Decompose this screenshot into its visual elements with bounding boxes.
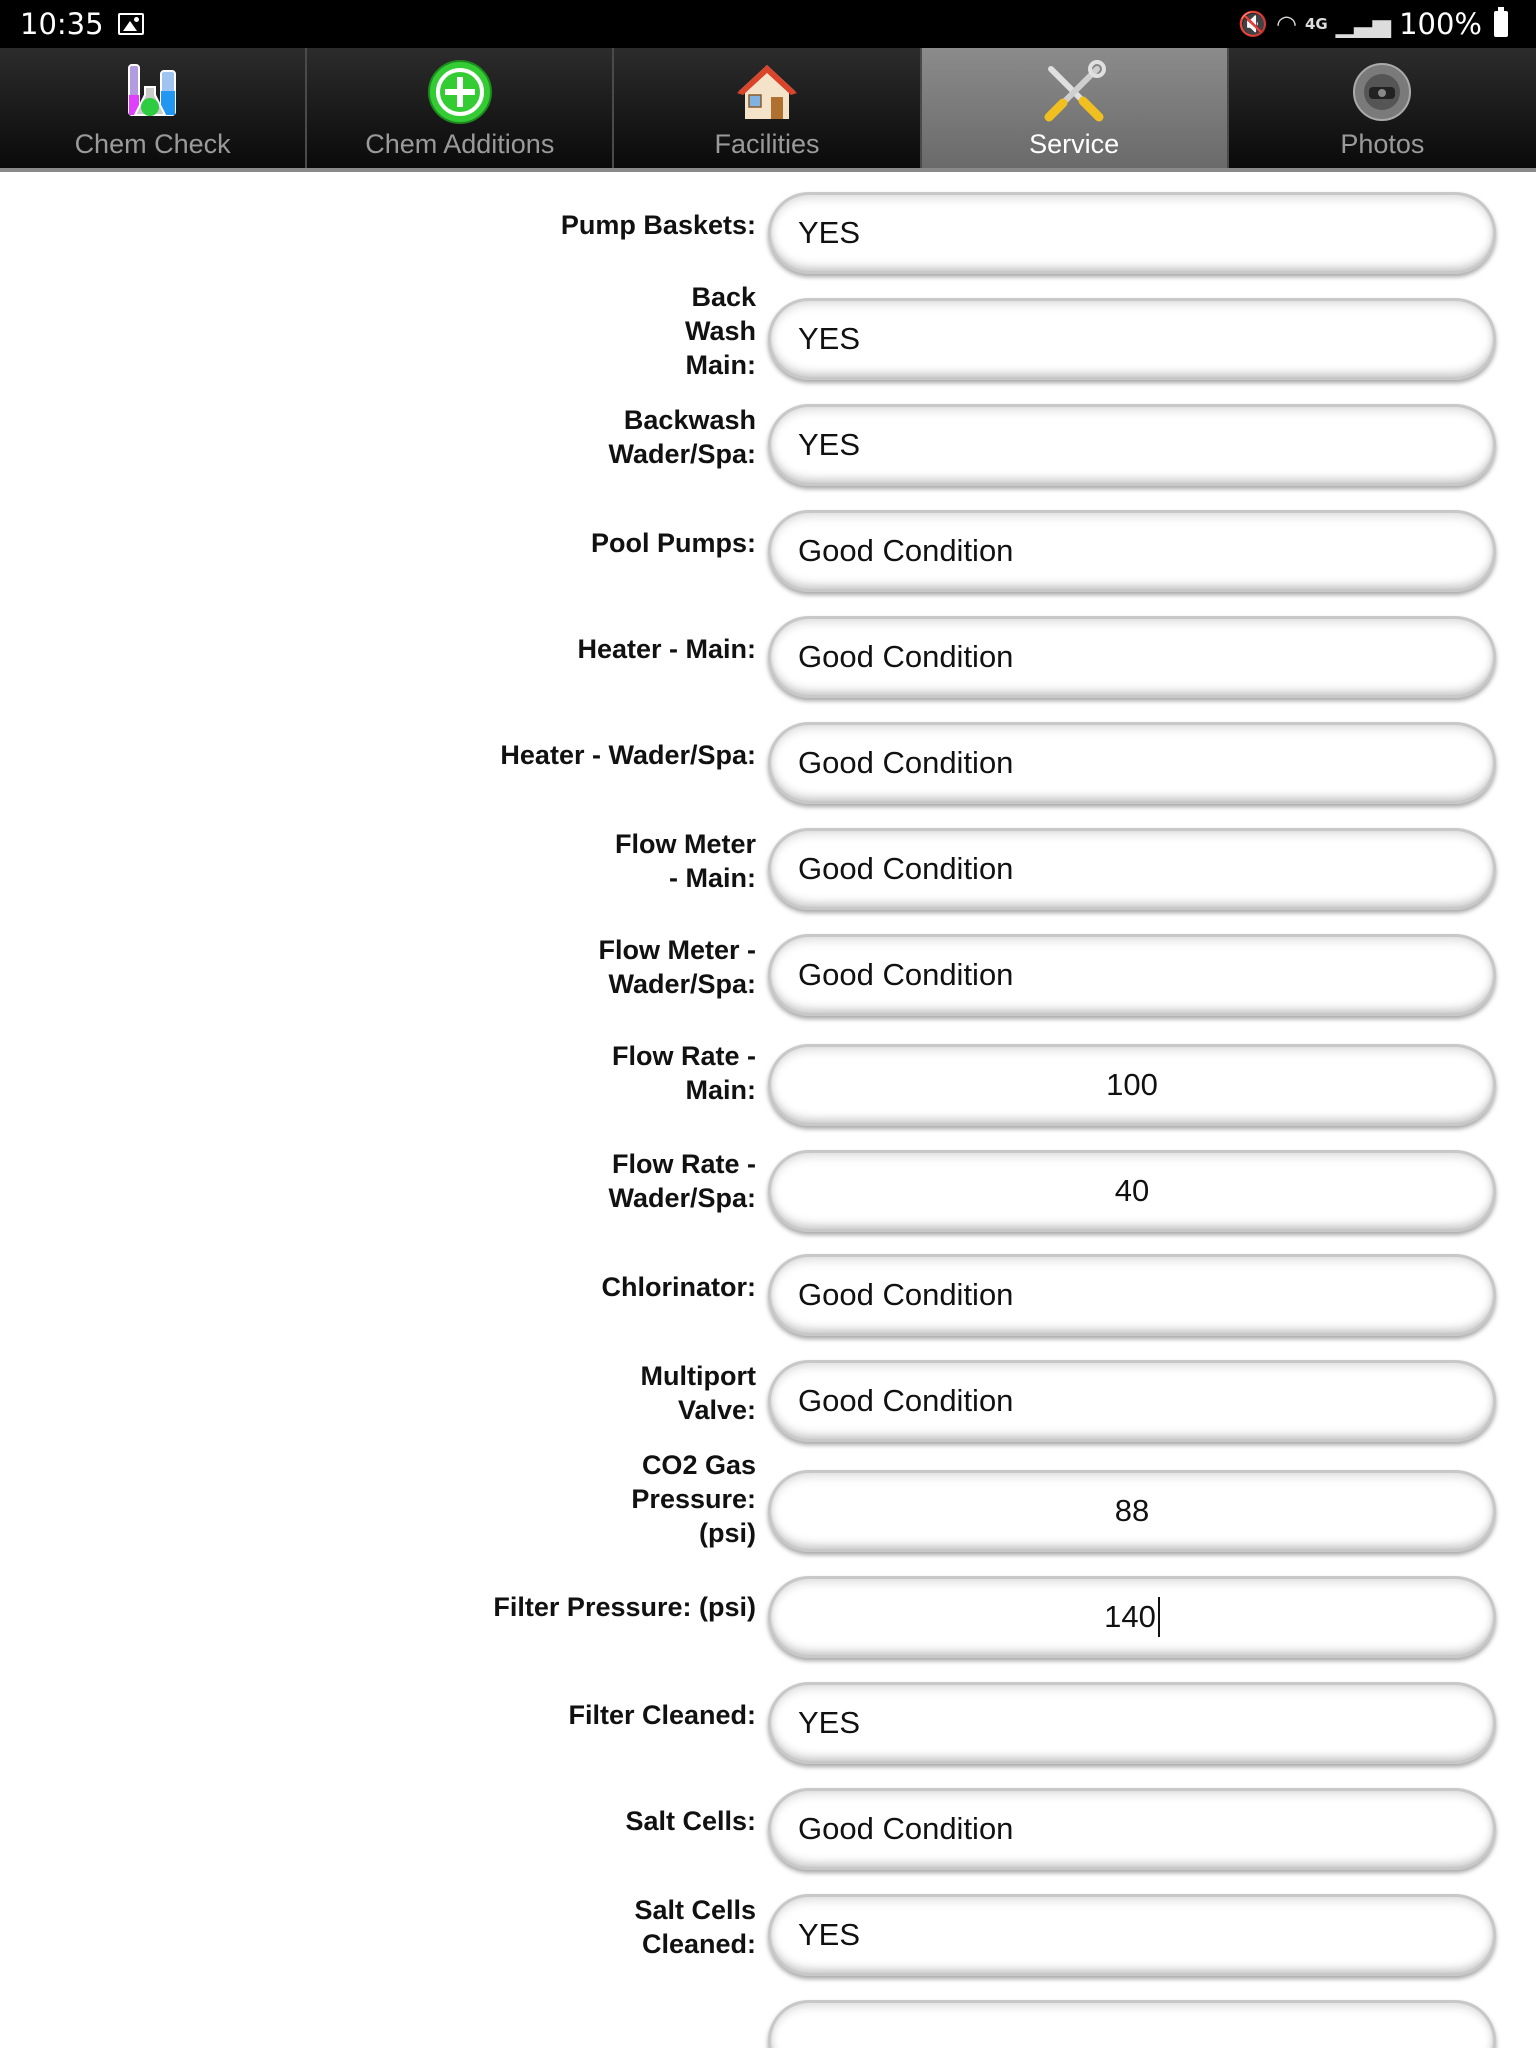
tab-photos[interactable] <box>1229 48 1536 168</box>
flow-meter-wader-spa-select[interactable]: Good Condition <box>768 934 1496 1016</box>
tab-service[interactable] <box>922 48 1229 168</box>
tab-label: Service <box>1029 129 1120 159</box>
form-row-filter-cleaned <box>0 1662 1536 1768</box>
tab-chem-additions[interactable] <box>307 48 614 168</box>
form-row-flow-rate-main <box>0 1020 1536 1126</box>
tab-chem-check[interactable] <box>0 48 307 168</box>
plus-circle-icon <box>425 59 495 125</box>
mute-icon: 🔇 <box>1238 10 1268 38</box>
field-label: Back Wash Main: <box>684 282 756 380</box>
salt-cells-select[interactable]: Good Condition <box>768 1788 1496 1870</box>
lab-flasks-icon <box>118 59 188 125</box>
flow-meter-main-select[interactable]: Good Condition <box>768 828 1496 910</box>
tab-label: Facilities <box>714 129 820 159</box>
form-row-pool-pumps <box>0 490 1536 596</box>
form-row-flow-meter-wader-spa <box>0 914 1536 1020</box>
house-icon <box>732 59 802 125</box>
chlorinator-select[interactable]: Good Condition <box>768 1254 1496 1336</box>
form-row-next <box>0 1980 1536 2048</box>
camera-lens-icon <box>1347 59 1417 125</box>
field-label: Multiport Valve: <box>640 1361 756 1425</box>
tab-facilities[interactable] <box>614 48 921 168</box>
field-label <box>236 1980 756 2048</box>
battery-percent: 100% <box>1399 7 1482 41</box>
form-row-chlorinator <box>0 1234 1536 1340</box>
flow-rate-wader-spa-input[interactable]: 40 <box>768 1150 1496 1232</box>
wifi-icon: ◠ <box>1276 10 1297 38</box>
form-row-salt-cells-cleaned <box>0 1874 1536 1980</box>
battery-icon <box>1494 11 1508 37</box>
backwash-wader-spa-select[interactable]: YES <box>768 404 1496 486</box>
field-label: Salt Cells: <box>625 1806 756 1836</box>
signal-icon: ▁▃▅ <box>1335 10 1392 38</box>
form-row-filter-pressure <box>0 1554 1536 1660</box>
tab-bar <box>0 48 1536 172</box>
form-row-flow-meter-main <box>0 808 1536 914</box>
form-row-heater-main <box>0 596 1536 702</box>
form-row-co2-gas-pressure <box>0 1446 1536 1552</box>
tab-label: Photos <box>1340 129 1425 159</box>
flow-rate-main-input[interactable]: 100 <box>768 1044 1496 1126</box>
field-label: Filter Cleaned: <box>568 1700 756 1730</box>
field-label: Heater - Main: <box>577 634 756 664</box>
text-caret <box>1158 1597 1160 1637</box>
salt-cells-cleaned-select[interactable]: YES <box>768 1894 1496 1976</box>
next-field[interactable] <box>768 2000 1496 2048</box>
heater-wader-spa-select[interactable]: Good Condition <box>768 722 1496 804</box>
multiport-valve-select[interactable]: Good Condition <box>768 1360 1496 1442</box>
co2-gas-pressure-input[interactable]: 88 <box>768 1470 1496 1552</box>
field-label: Heater - Wader/Spa: <box>500 740 756 770</box>
pump-baskets-select[interactable]: YES <box>768 192 1496 274</box>
clock: 10:35 <box>20 7 104 41</box>
filter-pressure-input[interactable] <box>768 1576 1496 1658</box>
image-icon <box>118 13 144 35</box>
field-label: Flow Meter - Main: <box>614 829 756 893</box>
status-bar <box>0 0 1536 48</box>
field-label: Flow Rate - Wader/Spa: <box>608 1149 756 1213</box>
field-label: Chlorinator: <box>601 1272 756 1302</box>
field-label: Pool Pumps: <box>590 528 756 558</box>
tab-label: Chem Additions <box>365 129 555 159</box>
field-label: CO2 Gas Pressure: (psi) <box>631 1450 756 1548</box>
form-row-salt-cells <box>0 1768 1536 1874</box>
field-label: Salt Cells Cleaned: <box>634 1895 756 1959</box>
field-label: Flow Rate - Main: <box>611 1041 756 1105</box>
field-label: Backwash Wader/Spa: <box>608 405 756 469</box>
form-row-backwash-wader-spa <box>0 384 1536 490</box>
form-row-flow-rate-wader-spa <box>0 1128 1536 1234</box>
form-row-heater-wader-spa <box>0 702 1536 808</box>
filter-cleaned-select[interactable]: YES <box>768 1682 1496 1764</box>
filter-pressure-value: 140 <box>1104 1599 1156 1634</box>
4g-icon: 4G <box>1304 15 1328 33</box>
pool-pumps-select[interactable]: Good Condition <box>768 510 1496 592</box>
tab-label: Chem Check <box>74 129 231 159</box>
form-row-multiport-valve <box>0 1340 1536 1446</box>
form-row-pump-baskets <box>0 172 1536 278</box>
heater-main-select[interactable]: Good Condition <box>768 616 1496 698</box>
field-label: Filter Pressure: (psi) <box>493 1592 756 1622</box>
field-label: Pump Baskets: <box>560 210 756 240</box>
back-wash-main-select[interactable]: YES <box>768 298 1496 380</box>
tools-icon <box>1039 59 1109 125</box>
form-row-back-wash-main <box>0 278 1536 384</box>
field-label: Flow Meter - Wader/Spa: <box>598 935 756 999</box>
